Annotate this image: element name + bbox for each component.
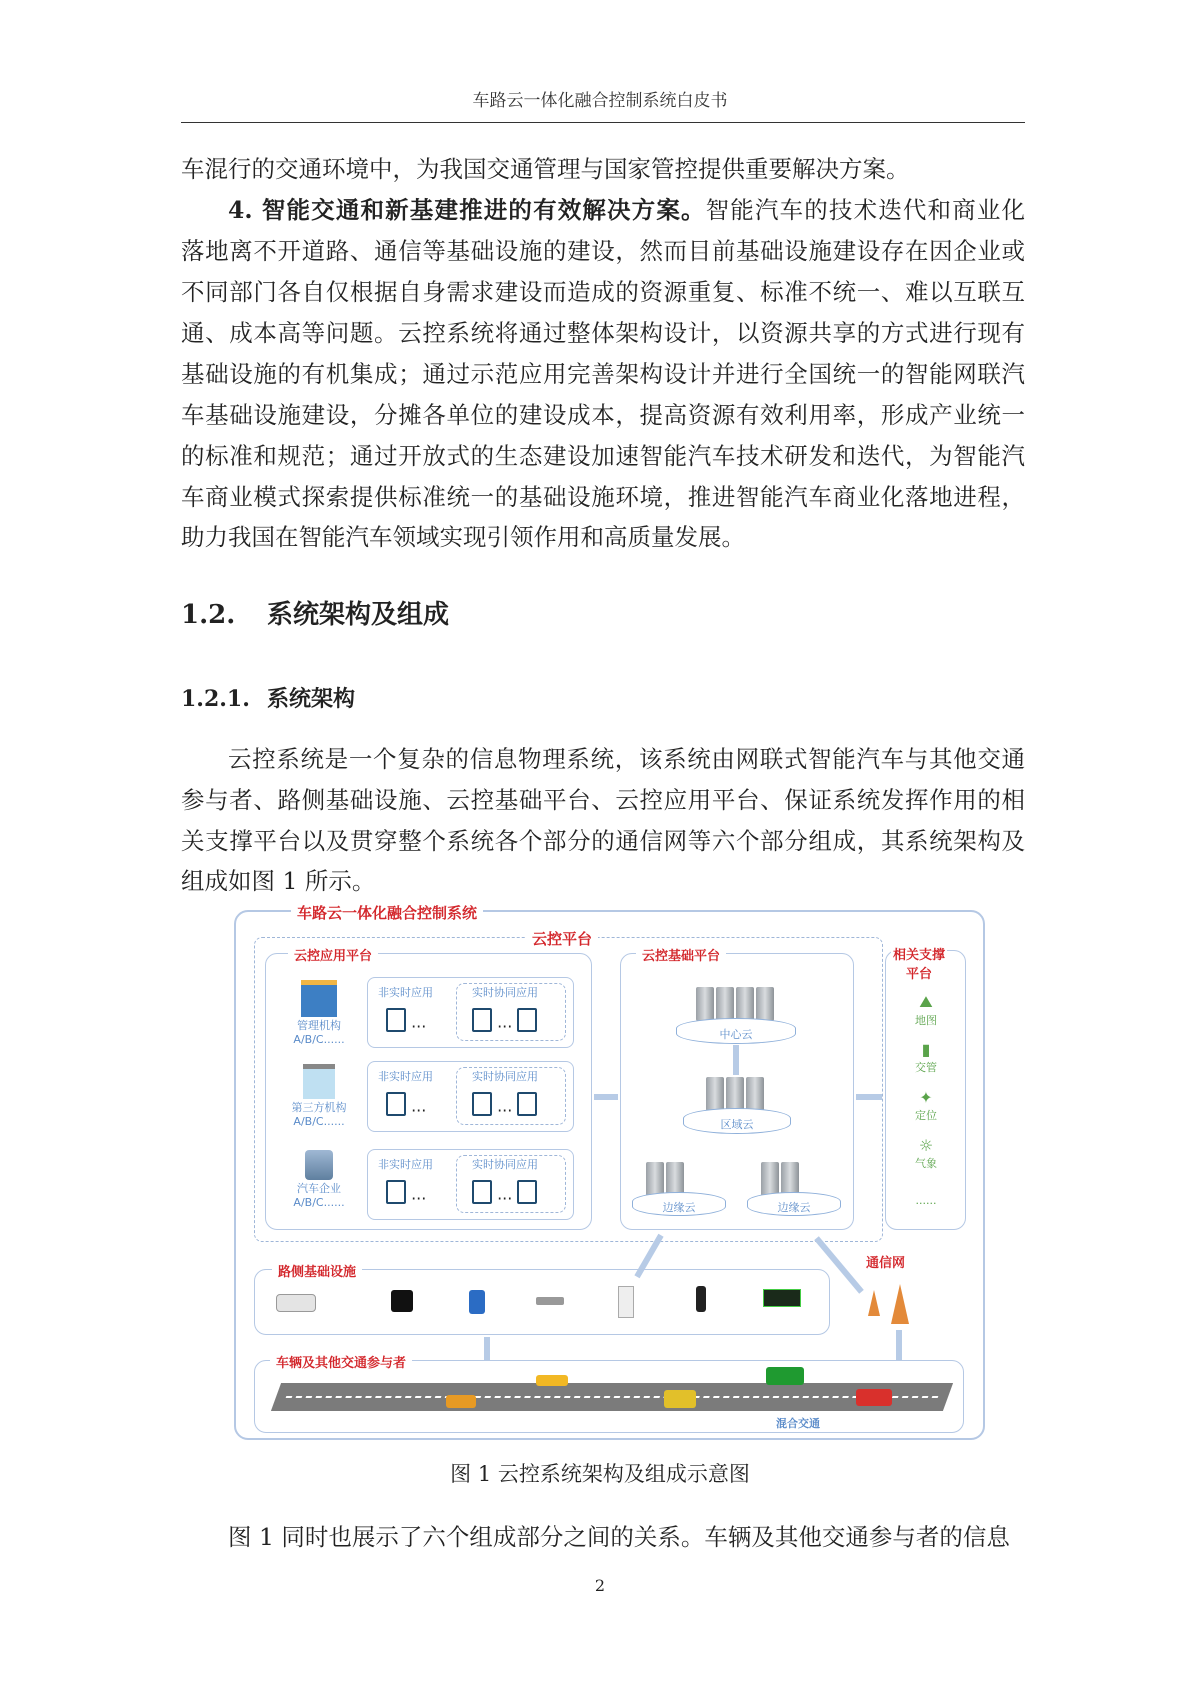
camera-icon: [276, 1294, 316, 1312]
running-header: 车路云一体化融合控制系统白皮书: [472, 91, 728, 111]
school-bus: [664, 1390, 696, 1408]
section-number: 1.2.: [181, 600, 236, 630]
app-doc-icon: ···: [472, 1008, 537, 1036]
tower-building-icon: [305, 1150, 333, 1180]
center-cloud: 中心云: [676, 1018, 796, 1044]
app-doc-icon: ···: [386, 1092, 426, 1120]
double-arrow: [594, 1094, 618, 1100]
text-line: 车混行的交通环境中，为我国交通管理与国家管控提供重要解决方案。: [181, 155, 910, 183]
diagram-title: 车路云一体化融合控制系统: [291, 902, 483, 923]
tower-icon: [868, 1290, 880, 1316]
cloud-platform-label: 云控平台: [526, 928, 598, 949]
edge-cloud: 边缘云: [632, 1192, 726, 1216]
support-platform-label: 相关支撑平台: [891, 944, 947, 982]
app-row: [367, 1149, 574, 1220]
text-line: 组成如图 1 所示。: [181, 867, 376, 895]
org-item: [276, 1064, 362, 1128]
app-doc-icon: ···: [386, 1008, 426, 1036]
positioning-item: ✦ 定位: [896, 1088, 956, 1123]
text-span: 智能汽车的技术迭代和商业化: [705, 196, 1026, 224]
subsection-number: 1.2.1.: [181, 686, 250, 712]
double-arrow: [896, 1330, 902, 1360]
section-title: 系统架构及组成: [267, 600, 450, 630]
org-sub: A/B/C......: [293, 1115, 345, 1128]
region-cloud: 区域云: [683, 1108, 791, 1134]
traffic-light-icon: [696, 1286, 706, 1312]
header-rule: [181, 122, 1025, 123]
bold-lead: 4. 智能交通和新基建推进的有效解决方案。: [228, 196, 706, 224]
lidar-icon: [469, 1290, 485, 1314]
fire-truck: [856, 1389, 892, 1406]
mixed-traffic-label: 混合交通: [776, 1417, 820, 1430]
app-doc-icon: ···: [472, 1092, 537, 1120]
tower-icon: [891, 1284, 909, 1324]
weather-item: ☼ 气象: [896, 1136, 956, 1171]
org-item: [276, 1150, 362, 1209]
traffic-light-icon: ▮: [921, 1040, 931, 1059]
org-name: 管理机构: [297, 1019, 341, 1032]
subsection-title: 系统架构: [267, 686, 356, 712]
text-line: 通、成本高等问题。云控系统将通过整体架构设计，以资源共享的方式进行现有: [181, 319, 1025, 347]
app-platform-label: 云控应用平台: [288, 945, 378, 964]
non-realtime-label: 非实时应用: [378, 986, 433, 999]
vehicles-label: 车辆及其他交通参与者: [270, 1352, 412, 1371]
road: [271, 1383, 953, 1411]
base-platform-label: 云控基础平台: [636, 945, 726, 964]
text-line: 的标准和规范；通过开放式的生态建设加速智能汽车技术研发和迭代，为智能汽: [181, 442, 1025, 470]
text-line: 车商业模式探索提供标准统一的基础设施环境，推进智能汽车商业化落地进程，: [181, 483, 1025, 511]
variable-sign-icon: [763, 1289, 801, 1307]
shop-icon: [303, 1064, 335, 1099]
architecture-diagram: [234, 904, 985, 1440]
text-line: 图 1 同时也展示了六个组成部分之间的关系。车辆及其他交通参与者的信息: [228, 1523, 1010, 1551]
subsection-heading: [181, 682, 355, 713]
org-item: [276, 980, 362, 1046]
realtime-label: 实时协同应用: [472, 1158, 538, 1171]
double-arrow: [733, 1045, 739, 1075]
truck: [766, 1367, 804, 1385]
text-line: 落地离不开道路、通信等基础设施的建设，然而目前基础设施建设存在因企业或: [181, 237, 1025, 265]
roadside-label: 路侧基础设施: [272, 1261, 362, 1280]
app-doc-icon: ···: [386, 1180, 426, 1208]
double-arrow: [856, 1094, 882, 1100]
page-number: 2: [594, 1576, 606, 1595]
text-line: 不同部门各自仅根据自身需求建设而造成的资源重复、标准不统一、难以互联互: [181, 278, 1025, 306]
figure-caption: 图 1 云控系统架构及组成示意图: [450, 1462, 750, 1486]
text-line: 助力我国在智能汽车领域实现引领作用和高质量发展。: [181, 523, 745, 551]
app-doc-icon: ···: [472, 1180, 537, 1208]
org-name: 第三方机构: [291, 1101, 347, 1114]
app-row: [367, 977, 574, 1048]
radar-icon: [391, 1290, 413, 1312]
double-arrow: [484, 1337, 490, 1361]
org-sub: A/B/C......: [293, 1196, 345, 1209]
map-item: ⛰ 地图: [896, 992, 956, 1028]
text-line: 关支撑平台以及贯穿整个系统各个部分的通信网等六个部分组成，其系统架构及: [181, 827, 1025, 855]
realtime-label: 实时协同应用: [472, 1070, 538, 1083]
network-label: 通信网: [866, 1256, 906, 1271]
more-items: ......: [915, 1194, 937, 1207]
app-row: [367, 1061, 574, 1132]
realtime-label: 实时协同应用: [472, 986, 538, 999]
map-icon: ⛰: [919, 992, 933, 1011]
non-realtime-label: 非实时应用: [378, 1158, 433, 1171]
taxi: [536, 1375, 568, 1386]
text-line: 基础设施的有机集成；通过示范应用完善架构设计并进行全国统一的智能网联汽: [181, 360, 1025, 388]
text-line: 云控系统是一个复杂的信息物理系统，该系统由网联式智能汽车与其他交通: [228, 745, 1025, 773]
sun-icon: ☼: [918, 1136, 934, 1155]
org-name: 汽车企业: [297, 1182, 341, 1195]
building-icon: [301, 980, 337, 1017]
non-realtime-label: 非实时应用: [378, 1070, 433, 1083]
text-line: 参与者、路侧基础设施、云控基础平台、云控应用平台、保证系统发挥作用的相: [181, 786, 1025, 814]
org-sub: A/B/C......: [293, 1033, 345, 1046]
edge-cloud: 边缘云: [747, 1192, 841, 1216]
traffic-item: ▮ 交管: [896, 1040, 956, 1075]
section-heading: [181, 594, 449, 631]
pickup-truck: [446, 1395, 476, 1408]
text-line: 车基础设施建设，分摊各单位的建设成本，提高资源有效利用率，形成产业统一: [181, 401, 1025, 429]
rsu-icon: [618, 1286, 634, 1318]
edge-device-icon: [536, 1297, 564, 1305]
text-line: [181, 195, 1025, 225]
satellite-icon: ✦: [919, 1088, 933, 1107]
